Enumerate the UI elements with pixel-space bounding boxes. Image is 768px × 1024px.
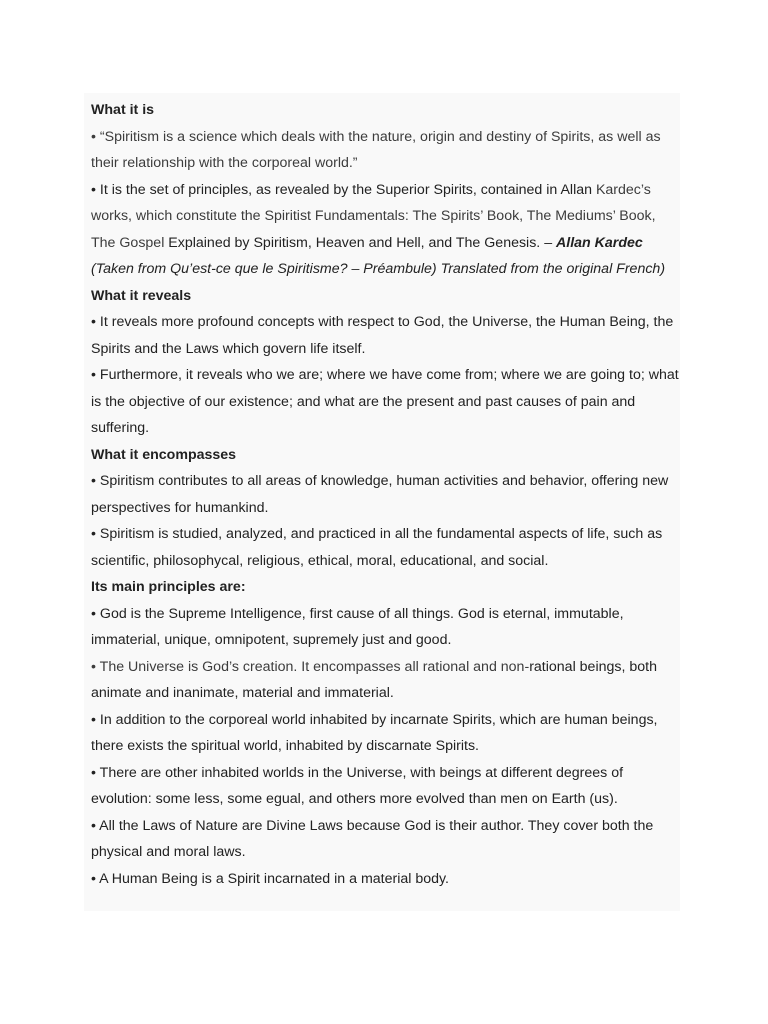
paragraph-definition: • “Spiritism is a science which deals with the nature, origin and destiny of Spirits, as well as their relationship with the corporeal world.”	[91, 128, 661, 171]
principles-set-works: Kardec’s works, which constitute the Spiritist Fundamentals: The Spirits’ Book, The Mediums’ Book, The Gospel	[91, 181, 656, 251]
author-name: Allan Kardec	[556, 234, 643, 251]
principles-set-intro: • It is the set of principles, as revealed by the Superior Spirits, contained in Allan	[91, 181, 596, 198]
principles-set-works-cont: Explained by Spiritism, Heaven and Hell, and The Genesis. –	[164, 234, 557, 251]
paragraph-worlds: • In addition to the corporeal world inhabited by incarnate Spirits, which are human beings, there exists the spiritual world, inhabited by discarnate Spirits.	[91, 711, 658, 754]
paragraph-principles-set	[91, 177, 680, 283]
paragraph-laws-of-nature: • All the Laws of Nature are Divine Laws because God is their author. They cover both the physical and moral laws.	[91, 817, 654, 860]
paragraph-human-being: • A Human Being is a Spirit incarnated in a material body.	[91, 870, 450, 887]
universe-beings: rational beings, both animate and inanimate, material and immaterial.	[91, 658, 657, 701]
paragraph-contributes: • Spiritism contributes to all areas of knowledge, human activities and behavior, offering new perspectives for humankind.	[91, 473, 669, 516]
paragraph-inhabited-worlds: • There are other inhabited worlds in the Universe, with beings at different degrees of evolution: some less, some egual, and others more evolved than men on Earth (us).	[91, 764, 624, 807]
paragraph-studied: • Spiritism is studied, analyzed, and practiced in all the fundamental aspects of life, such as scientific, philosophycal, religious, ethical, moral, educational, and social.	[91, 526, 663, 569]
source-citation: (Taken from Qu’est-ce que le Spiritisme? – Préambule) Translated from the original French)	[91, 261, 666, 277]
paragraph-reveals-concepts: • It reveals more profound concepts with respect to God, the Universe, the Human Being, the Spirits and the Laws which govern life itself.	[91, 314, 674, 357]
heading-what-it-encompasses: What it encompasses	[91, 446, 237, 463]
heading-main-principles: Its main principles are:	[91, 579, 246, 595]
paragraph-reveals-who-we-are: • Furthermore, it reveals who we are; where we have come from; where we are going to; what is the objective of our existence; and what are the present and past causes of pain and suffering.	[91, 367, 679, 436]
document-text-block	[84, 93, 680, 911]
paragraph-universe	[91, 654, 680, 707]
heading-what-it-is: What it is	[91, 102, 155, 118]
paragraph-god: • God is the Supreme Intelligence, first cause of all things. God is eternal, immutable, immaterial, unique, omnipotent, supremely just and good.	[91, 605, 624, 648]
heading-what-it-reveals: What it reveals	[91, 287, 192, 304]
universe-creation: • The Universe is God’s creation. It encompasses all rational and non-	[91, 658, 530, 675]
